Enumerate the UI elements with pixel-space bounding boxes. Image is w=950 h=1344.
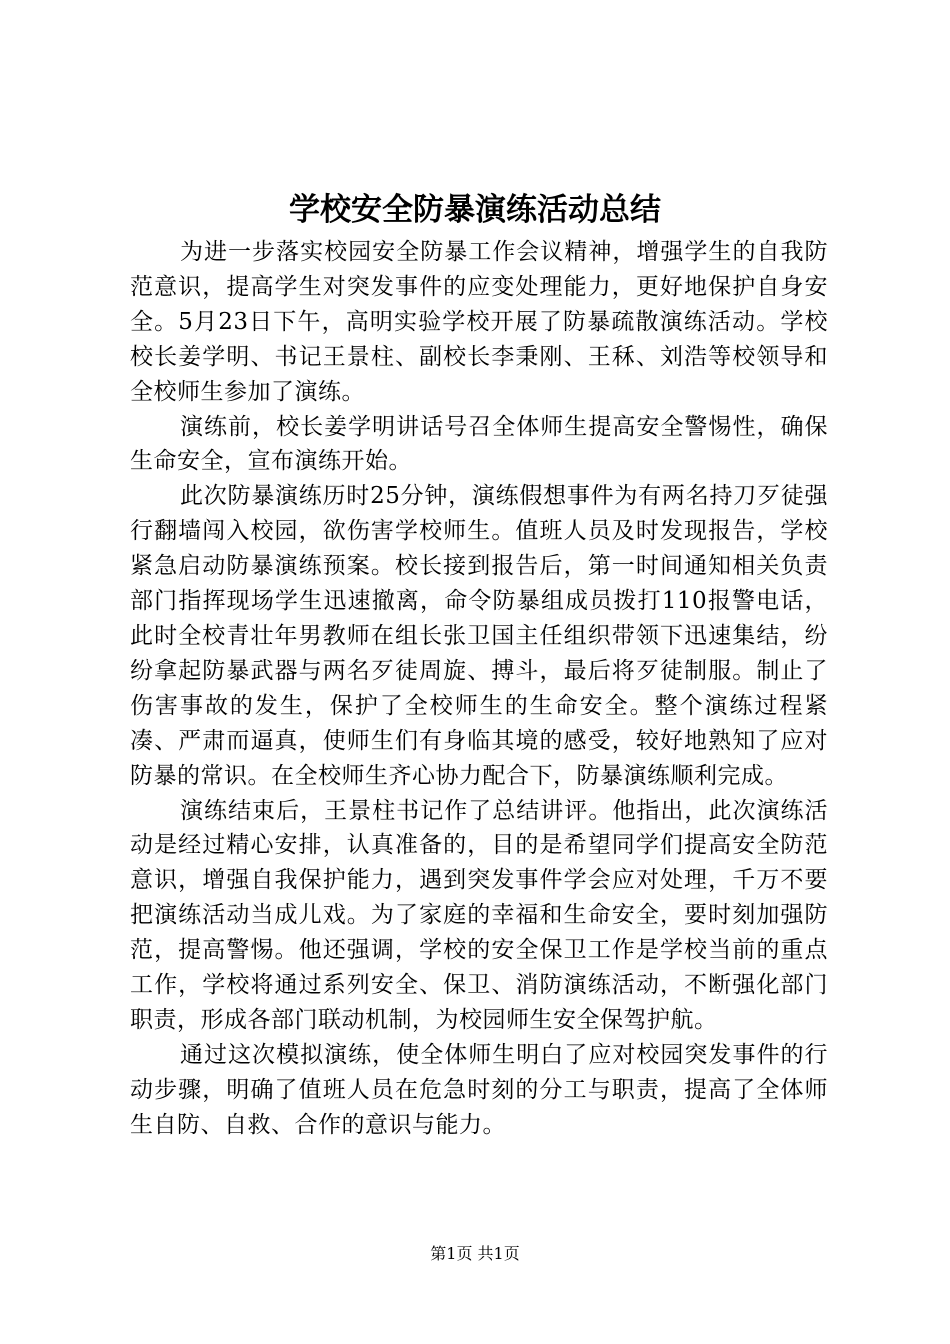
paragraph-drill-process: 此次防暴演练历时25分钟，演练假想事件为有两名持刀歹徒强行翻墙闯入校园，欲伤害学校师生。值班人员及时发现报告，学校紧急启动防暴演练预案。校长接到报告后，第一时间通知相关负责部门指挥现场学生迅速撤离，命令防暴组成员拨打110报警电话，此时全校青壮年男教师在组长张卫国主任组织带领下迅速集结，纷纷拿起防暴武器与两名歹徒周旋、搏斗，最后将歹徒制服。制止了伤害事故的发生，保护了全校师生的生命安全。整个演练过程紧凑、严肃而逼真，使师生们有身临其境的感受，较好地熟知了应对防暴的常识。在全校师生齐心协力配合下，防暴演练顺利完成。: [130, 483, 828, 789]
document-title: 学校安全防暴演练活动总结: [289, 192, 661, 228]
paragraph-conclusion: 通过这次模拟演练，使全体师生明白了应对校园突发事件的行动步骤，明确了值班人员在危急时刻的分工与职责，提高了全体师生自防、自救、合作的意识与能力。: [130, 1041, 828, 1138]
paragraph-before-drill: 演练前，校长姜学明讲话号召全体师生提高安全警惕性，确保生命安全，宣布演练开始。: [130, 413, 828, 475]
page-footer: 第1页 共1页: [430, 1244, 520, 1263]
paragraph-summary-review: 演练结束后，王景柱书记作了总结讲评。他指出，此次演练活动是经过精心安排，认真准备的，目的是希望同学们提高安全防范意识，增强自我保护能力，遇到突发事件学会应对处理，千万不要把演练活动当成儿戏。为了家庭的幸福和生命安全，要时刻加强防范，提高警惕。他还强调，学校的安全保卫工作是学校当前的重点工作，学校将通过系列安全、保卫、消防演练活动，不断强化部门职责，形成各部门联动机制，为校园师生安全保驾护航。: [130, 797, 828, 1033]
document-body: [130, 235, 828, 1143]
paragraph-intro: 为进一步落实校园安全防暴工作会议精神，增强学生的自我防范意识，提高学生对突发事件的应变处理能力，更好地保护自身安全。5月23日下午，高明实验学校开展了防暴疏散演练活动。学校校长姜学明、书记王景柱、副校长李秉刚、王秝、刘浩等校领导和全校师生参加了演练。: [130, 239, 828, 405]
